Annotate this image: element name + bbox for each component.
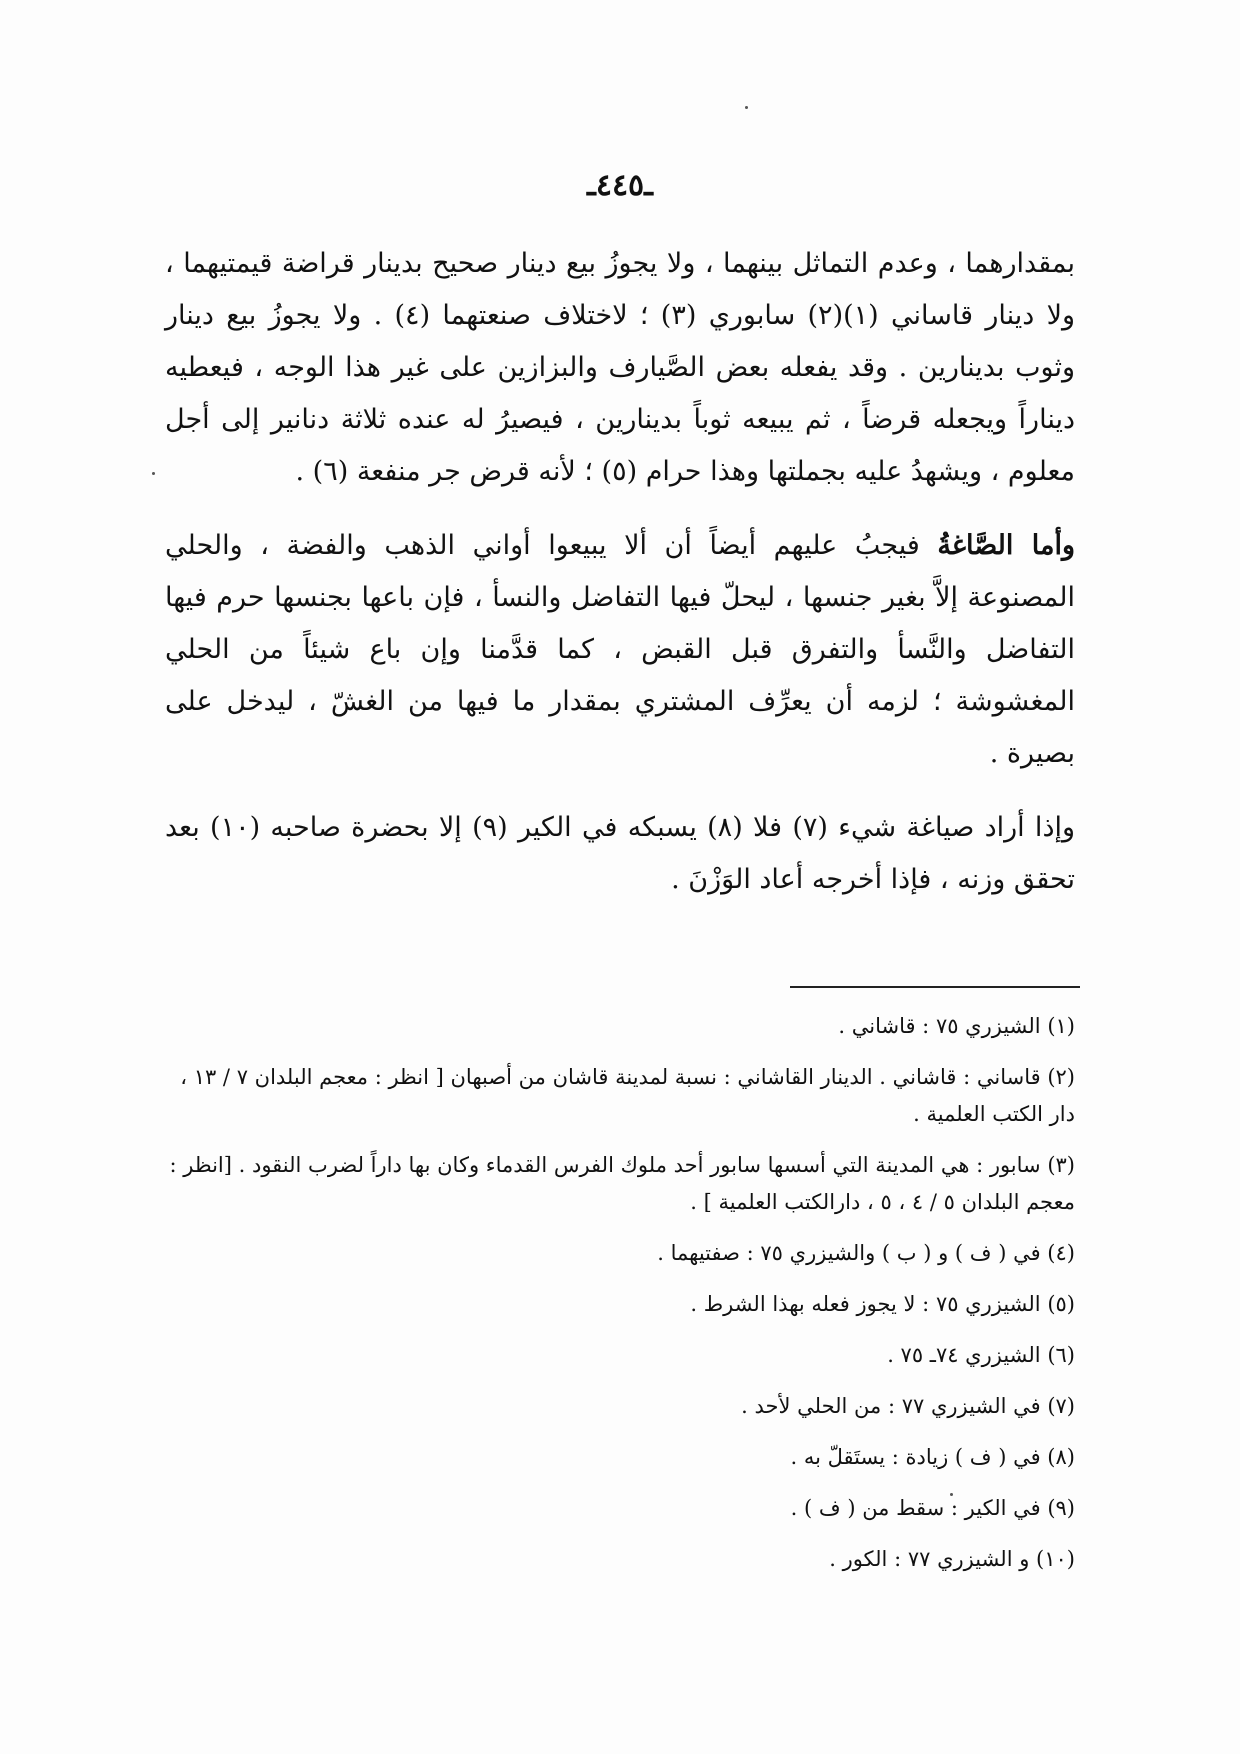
footnote: (٦) الشيزري ٧٤ـ ٧٥ . [887, 1343, 1075, 1367]
footnote: (٧) في الشيزري ٧٧ : من الحلي لأحد . [741, 1394, 1075, 1418]
footnote: (٣) سابور : هي المدينة التي أسسها سابور أحد ملوك الفرس القدماء وكان بها داراً لضرب النقود . [انظر : معجم البلدان ٥ / ٤ ، ٥ ، دارالكتب العلمية ] . [169, 1153, 1075, 1214]
footnote: (٥) الشيزري ٧٥ : لا يجوز فعله بهذا الشرط . [690, 1292, 1075, 1316]
scan-speck [152, 472, 155, 475]
paragraph [165, 520, 1075, 780]
footnote-divider [790, 986, 1080, 988]
footnote: (١٠) و الشيزري ٧٧ : الكور . [829, 1547, 1075, 1571]
paragraph: وإذا أراد صياغة شيء (٧) فلا (٨) يسبكه في الكير (٩) إلا بحضرة صاحبه (١٠) بعد تحقق وزنه ، فإذا أخرجه أعاد الوَزْنَ . [165, 812, 1076, 895]
footnote: (١) الشيزري ٧٥ : قاشاني . [838, 1014, 1075, 1038]
main-body [165, 238, 1075, 928]
footnote: (٢) قاساني : قاشاني . الدينار القاشاني : نسبة لمدينة قاشان من أصبهان [ انظر : معجم البلدان ٧ / ١٣ ، دار الكتب العلمية . [180, 1065, 1075, 1126]
footnotes [150, 1008, 1075, 1592]
footnote: (٩) في الكير : سقط من ( ف ) . [790, 1496, 1075, 1520]
page-number: ـ٤٤٥ـ [587, 168, 653, 203]
footnote: (٨) في ( ف ) زيادة : يستَقلّ به . [790, 1445, 1075, 1469]
paragraph-text: فيجبُ عليهم أيضاً أن ألا يبيعوا أواني الذهب والفضة ، والحلي المصنوعة إلاَّ بغير جنسها ، ليحلّ فيها التفاضل والنسأ ، فإن باعها بجنسها حرم فيها التفاضل والنَّسأ والتفرق قبل القبض ، كما قدَّمنا وإن باع شيئاً من الحلي المغشوشة ؛ لزمه أن يعرِّف المشتري بمقدار ما فيها من الغشّ ، ليدخل على بصيرة . [165, 530, 1075, 769]
scan-speck [745, 106, 748, 109]
paragraph: بمقدارهما ، وعدم التماثل بينهما ، ولا يجوزُ بيع دينار صحيح بدينار قراضة قيمتيهما ، ولا دينار قاساني (١)(٢) سابوري (٣) ؛ لاختلاف صنعتهما (٤) . ولا يجوزُ بيع دينار وثوب بدينارين . وقد يفعله بعض الصَّيارف والبزازين على غير هذا الوجه ، فيعطيه ديناراً ويجعله قرضاً ، ثم يبيعه ثوباً بدينارين ، فيصيرُ له عنده ثلاثة دنانير إلى أجل معلوم ، ويشهدُ عليه بجملتها وهذا حرام (٥) ؛ لأنه قرض جر منفعة (٦) . [165, 248, 1076, 487]
paragraph-lead: وأما الصَّاغةُ [937, 530, 1075, 561]
footnote: (٤) في ( ف ) و ( ب ) والشيزري ٧٥ : صفتيهما . [657, 1241, 1075, 1265]
